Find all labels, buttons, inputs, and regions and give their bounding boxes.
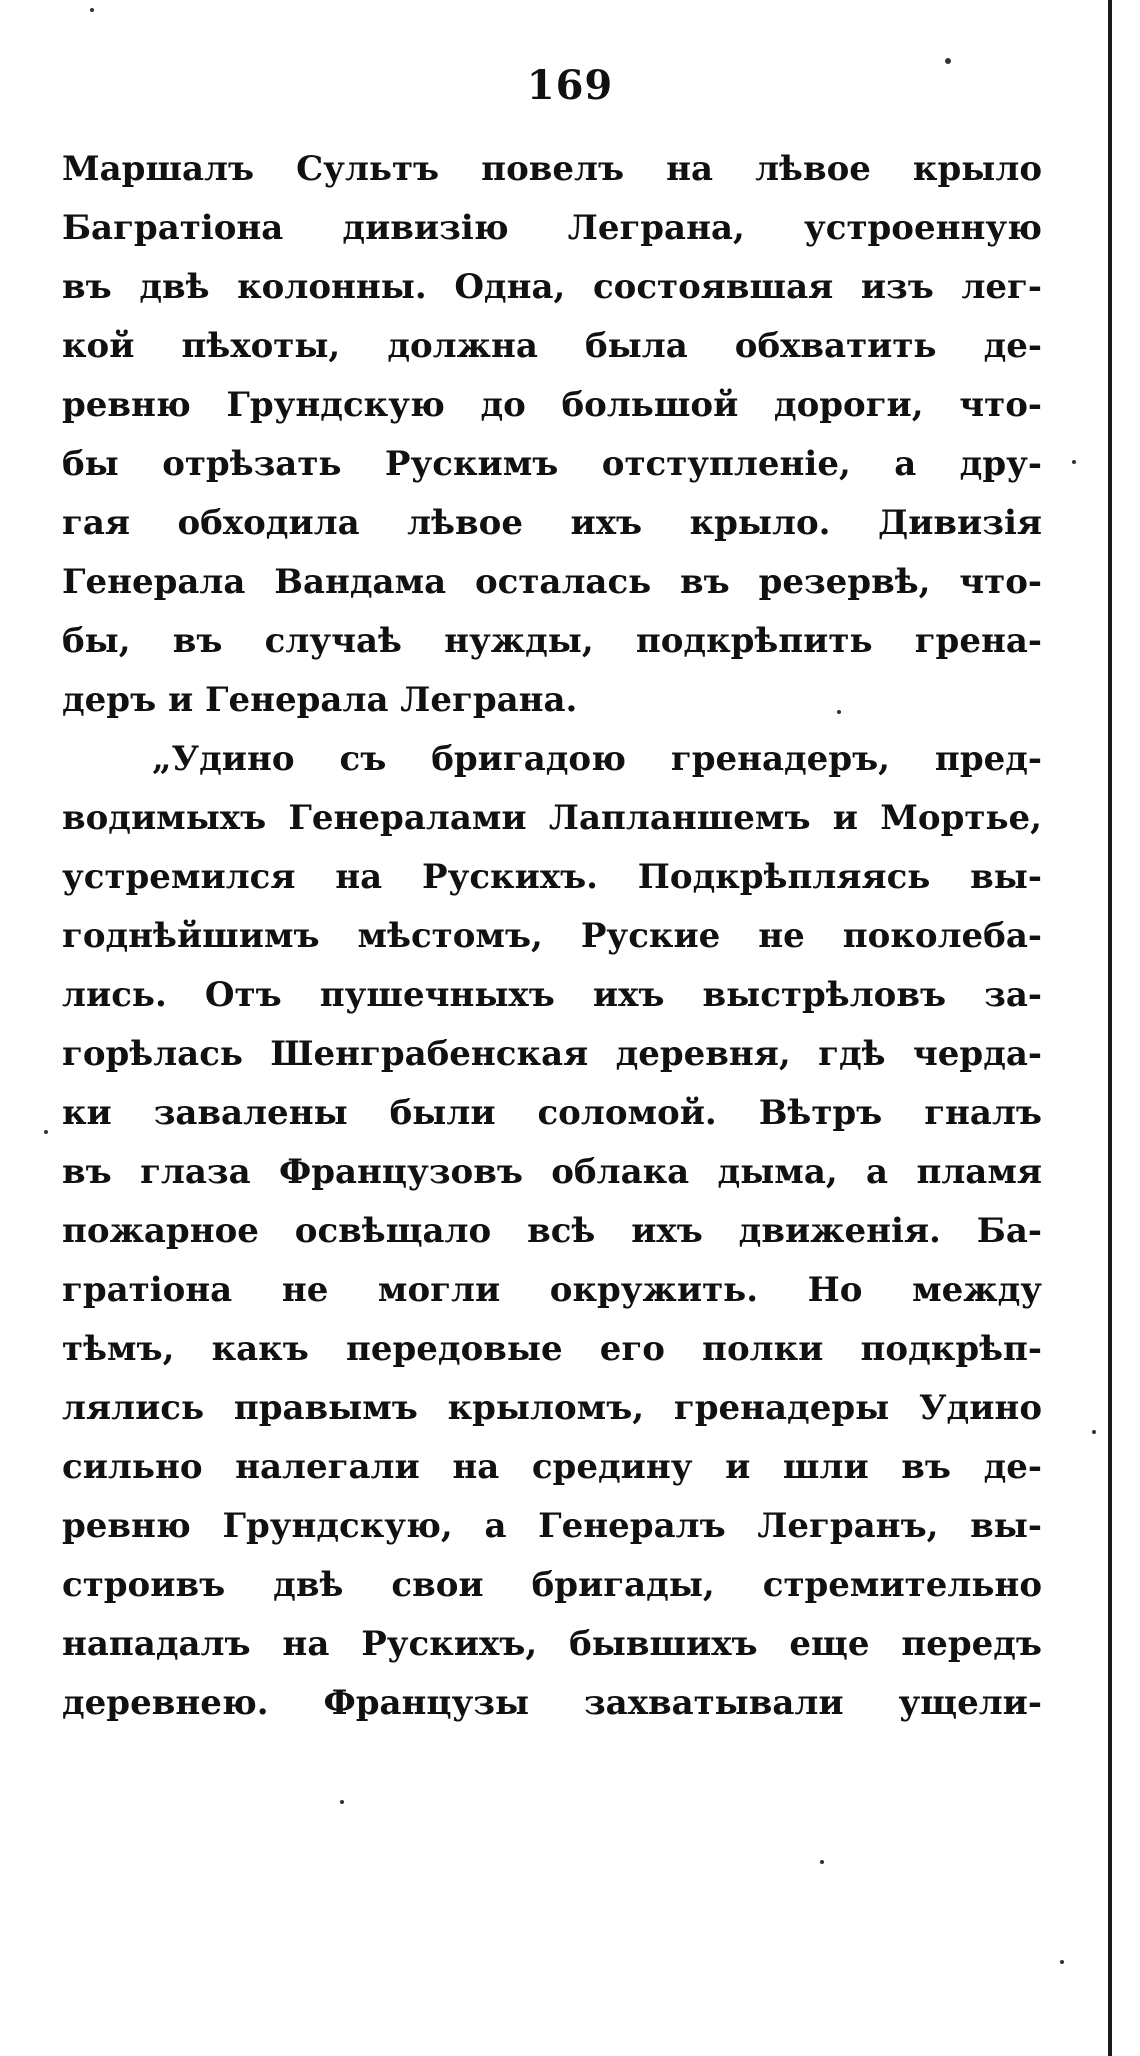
text-line: ревню Грундскую, а Генералъ Легранъ, вы- (62, 1506, 1042, 1546)
text-line: бы отрѣзать Рускимъ отступленіе, а дру- (62, 444, 1042, 484)
text-line: гая обходила лѣвое ихъ крыло. Дивизія (62, 503, 1042, 543)
paragraph-1 (62, 140, 1042, 730)
text-line: сильно налегали на средину и шли въ де- (62, 1447, 1042, 1487)
text-line: годнѣйшимъ мѣстомъ, Руские не поколеба- (62, 916, 1042, 956)
text-line: деревнею. Французы захватывали ущели- (62, 1683, 1042, 1723)
text-line: лись. Отъ пушечныхъ ихъ выстрѣловъ за- (62, 975, 1042, 1015)
text-line: бы, въ случаѣ нужды, подкрѣпить грена- (62, 621, 1042, 661)
page-edge-rule (1108, 0, 1112, 2056)
body-text (62, 140, 1042, 1733)
text-line: въ двѣ колонны. Одна, состоявшая изъ лег- (62, 267, 1042, 307)
text-line: въ глаза Французовъ облака дыма, а пламя (62, 1152, 1042, 1192)
text-line: гратіона не могли окружить. Но между (62, 1270, 1042, 1310)
text-line: ревню Грундскую до большой дороги, что- (62, 385, 1042, 425)
scan-speck (1060, 1960, 1064, 1964)
paragraph-2 (62, 730, 1042, 1733)
text-line: Генерала Вандама осталась въ резервѣ, что- (62, 562, 1042, 602)
text-line: „Удино съ бригадою гренадеръ, пред- (152, 739, 1042, 779)
text-line: Маршалъ Сультъ повелъ на лѣвое крыло (62, 149, 1042, 189)
text-line: нападалъ на Рускихъ, бывшихъ еще передъ (62, 1624, 1042, 1664)
text-line: лялись правымъ крыломъ, гренадеры Удино (62, 1388, 1042, 1428)
scan-speck (1092, 1430, 1096, 1434)
scan-speck (820, 1860, 824, 1864)
text-line: кой пѣхоты, должна была обхватить де- (62, 326, 1042, 366)
text-line: тѣмъ, какъ передовые его полки подкрѣп- (62, 1329, 1042, 1369)
text-line: строивъ двѣ свои бригады, стремительно (62, 1565, 1042, 1605)
text-line: горѣлась Шенграбенская деревня, гдѣ черда- (62, 1034, 1042, 1074)
text-line: ки завалены были соломой. Вѣтръ гналъ (62, 1093, 1042, 1133)
text-line: водимыхъ Генералами Лапланшемъ и Мортье, (62, 798, 1042, 838)
text-line: пожарное освѣщало всѣ ихъ движенія. Ба- (62, 1211, 1042, 1251)
page-number: 169 (526, 62, 614, 109)
scan-speck (945, 58, 951, 64)
scan-speck (90, 8, 94, 12)
scan-speck (44, 1130, 48, 1134)
scan-speck (340, 1800, 344, 1804)
scan-speck (1072, 460, 1076, 464)
text-line: Багратіона дивизію Леграна, устроенную (62, 208, 1042, 248)
scan-speck (837, 710, 841, 714)
text-line: деръ и Генерала Леграна. (62, 680, 578, 720)
text-line: устремился на Рускихъ. Подкрѣпляясь вы- (62, 857, 1042, 897)
